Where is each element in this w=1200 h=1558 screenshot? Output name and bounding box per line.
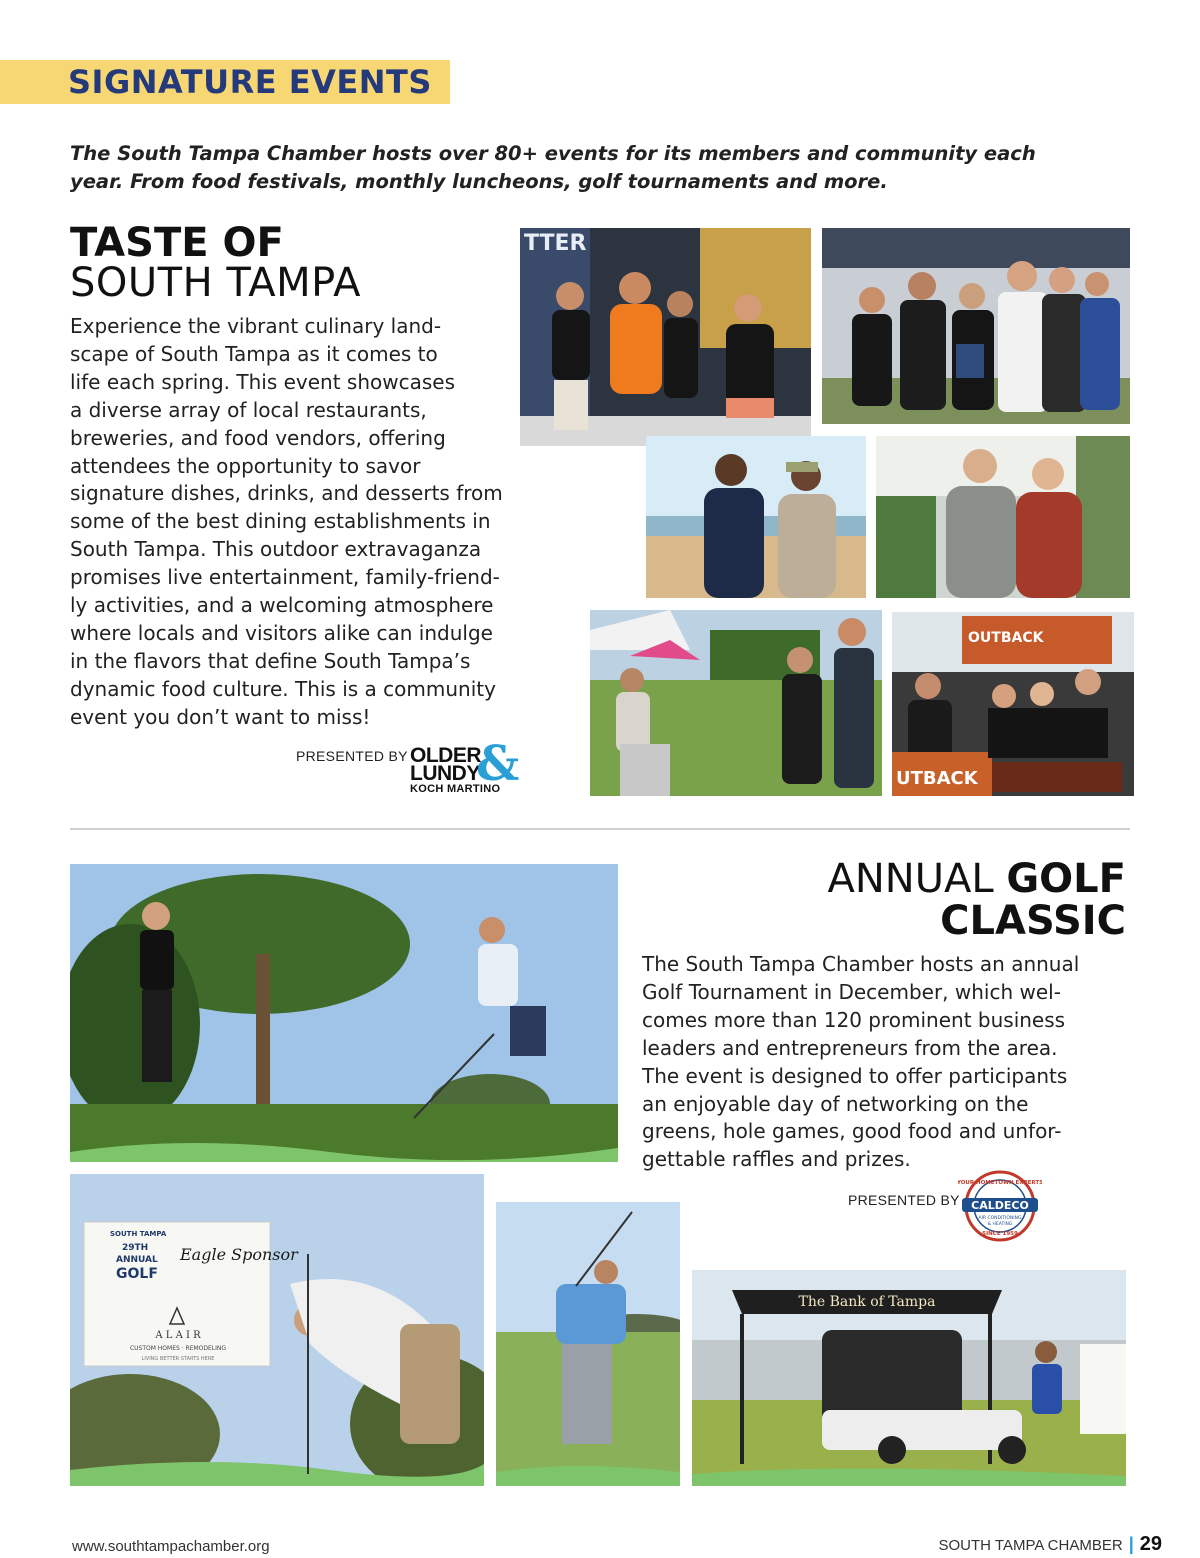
golf-body (642, 951, 1132, 1174)
golf-line: gettable raffles and prizes. (642, 1147, 911, 1172)
section-divider (70, 828, 1130, 830)
golf-line: an enjoyable day of networking on the (642, 1091, 1029, 1116)
golf-title-light: ANNUAL (827, 856, 1007, 902)
svg-text:YOUR HOMETOWN EXPERTS: YOUR HOMETOWN EXPERTS (958, 1180, 1042, 1186)
taste-line: ly activities, and a welcoming atmosphere (70, 593, 494, 618)
svg-text:& HEATING: & HEATING (987, 1222, 1013, 1227)
photo-golf-bank-of-tampa-tent (692, 1270, 1126, 1486)
footer-org: SOUTH TAMPA CHAMBER (938, 1537, 1123, 1554)
photo-taste-award-group (822, 228, 1130, 424)
footer-separator: | (1128, 1534, 1134, 1554)
photo-golf-eagle-sponsor-sign (70, 1174, 484, 1486)
svg-text:29TH: 29TH (122, 1243, 149, 1253)
svg-text:TTER: TTER (524, 231, 587, 256)
svg-text:LIVING BETTER STARTS HERE: LIVING BETTER STARTS HERE (141, 1356, 215, 1362)
presented-by-label: PRESENTED BY (848, 1192, 960, 1208)
svg-text:A L A I R: A L A I R (155, 1330, 201, 1341)
photo-taste-two-women (876, 436, 1130, 598)
svg-text:SINCE 1959: SINCE 1959 (982, 1231, 1018, 1237)
sponsor-logo-caldeco (958, 1170, 1042, 1242)
photo-golf-swing-followthrough (496, 1202, 680, 1486)
golf-line: comes more than 120 prominent business (642, 1007, 1066, 1032)
svg-text:GOLF: GOLF (116, 1266, 158, 1282)
svg-text:Eagle Sponsor: Eagle Sponsor (180, 1245, 298, 1264)
taste-line: life each spring. This event showcases (70, 369, 456, 394)
svg-text:ANNUAL: ANNUAL (116, 1255, 158, 1265)
logo-word-koch-martino: KOCH MARTINO (410, 783, 501, 795)
photo-taste-beach-pair (646, 436, 866, 598)
taste-line: Experience the vibrant culinary land- (70, 314, 442, 338)
golf-line: The event is designed to offer participants (642, 1063, 1068, 1088)
golf-title-line1 (827, 856, 1126, 902)
taste-line: dynamic food culture. This is a community (70, 676, 496, 701)
presented-by-label: PRESENTED BY (296, 748, 408, 764)
svg-text:SOUTH TAMPA: SOUTH TAMPA (110, 1230, 167, 1238)
svg-text:OUTBACK: OUTBACK (968, 630, 1044, 646)
taste-line: where locals and visitors alike can indulge (70, 620, 493, 645)
photo-taste-outdoor-tents (590, 610, 882, 796)
golf-title-line2: CLASSIC (940, 898, 1126, 944)
svg-text:UTBACK: UTBACK (896, 768, 978, 789)
logo-word-older: OLDER (410, 744, 481, 767)
svg-text:CALDECO: CALDECO (971, 1199, 1029, 1212)
footer-url: www.southtampachamber.org (72, 1538, 270, 1555)
taste-line: in the flavors that define South Tampa’s (70, 648, 471, 673)
taste-line: scape of South Tampa as it comes to (70, 341, 438, 366)
golf-line: greens, hole games, good food and unfor- (642, 1119, 1062, 1144)
taste-body (70, 313, 550, 732)
golf-title-bold: GOLF (1006, 856, 1126, 902)
taste-line: attendees the opportunity to savor (70, 453, 421, 478)
footer-page-info (939, 1533, 1163, 1556)
logo-word-lundy: LUNDY (410, 762, 480, 785)
taste-title-light: SOUTH TAMPA (70, 260, 362, 306)
page-number: 29 (1139, 1533, 1162, 1555)
golf-line: leaders and entrepreneurs from the area. (642, 1035, 1058, 1060)
taste-line: a diverse array of local restaurants, (70, 397, 427, 422)
golf-line: Golf Tournament in December, which wel- (642, 979, 1061, 1004)
taste-line: promises live entertainment, family-friend- (70, 565, 500, 590)
taste-title-bold: TASTE OF (70, 220, 284, 266)
taste-line: South Tampa. This outdoor extravaganza (70, 537, 482, 562)
golf-line: The South Tampa Chamber hosts an annual (642, 952, 1080, 976)
taste-line: signature dishes, drinks, and desserts from (70, 481, 503, 506)
svg-text:CUSTOM HOMES · REMODELING: CUSTOM HOMES · REMODELING (129, 1345, 227, 1352)
sponsor-logo-older-lundy (410, 736, 530, 796)
intro-paragraph: The South Tampa Chamber hosts over 80+ events for its members and community each year. From food festivals, monthly luncheons, golf tournaments and more. (70, 142, 1036, 193)
photo-taste-outback-booth (892, 612, 1134, 796)
svg-text:The Bank of Tampa: The Bank of Tampa (798, 1294, 936, 1310)
photo-taste-cake-booth (520, 228, 811, 446)
photo-golf-tee-off (70, 864, 618, 1162)
taste-line: event you don’t want to miss! (70, 704, 371, 729)
section-title: SIGNATURE EVENTS (68, 63, 432, 101)
logo-ampersand: & (476, 736, 520, 792)
svg-text:AIR CONDITIONING: AIR CONDITIONING (978, 1216, 1022, 1221)
taste-line: breweries, and food vendors, offering (70, 425, 446, 450)
taste-line: some of the best dining establishments in (70, 509, 491, 534)
